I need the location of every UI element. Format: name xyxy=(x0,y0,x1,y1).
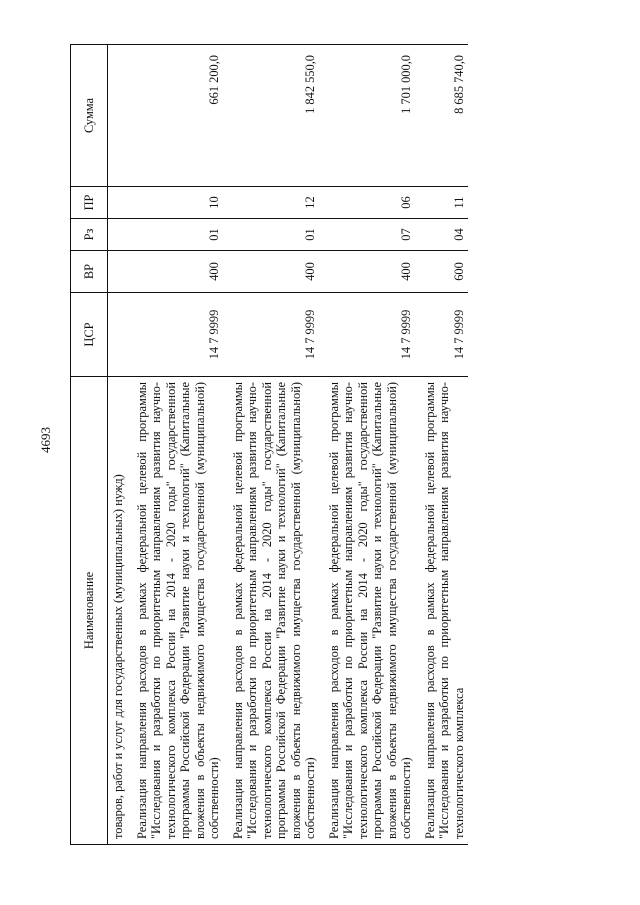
row-name: Реализация направления расходов в рамках федеральной целевой программы "Исследования и разработки по приоритетным направлениям развития научно-технологического комплекса России на 2014 - 2020 годы" государственной программы Российской Федерации "Развитие науки и технологий" (Капитальные вложения в объекты недвижимого имущества государственной (муниципальной) собственности) xyxy=(321,377,417,845)
table-header-row xyxy=(71,45,108,845)
row-vr: 400 xyxy=(321,251,417,293)
row-vr xyxy=(108,251,129,293)
row-rz: 01 xyxy=(225,219,321,251)
row-rz xyxy=(108,219,129,251)
row-vr: 400 xyxy=(225,251,321,293)
row-name: товаров, работ и услуг для государственных (муниципальных) нужд) xyxy=(108,377,129,845)
header-rz: Рз xyxy=(71,219,108,251)
header-name: Наименование xyxy=(71,377,108,845)
row-csr: 14 7 9999 xyxy=(129,293,225,377)
budget-table-container xyxy=(70,45,600,845)
table-row xyxy=(108,45,129,845)
page-number: 4693 xyxy=(38,427,53,453)
table-row xyxy=(417,45,469,845)
header-sum: Сумма xyxy=(71,45,108,187)
row-pr: 10 xyxy=(129,187,225,219)
row-vr: 600 xyxy=(417,251,469,293)
row-sum: 1 701 000,0 xyxy=(321,45,417,187)
row-csr: 14 7 9999 xyxy=(321,293,417,377)
header-vr: ВР xyxy=(71,251,108,293)
row-csr: 14 7 9999 xyxy=(225,293,321,377)
header-pr: ПР xyxy=(71,187,108,219)
row-sum xyxy=(108,45,129,187)
row-csr xyxy=(108,293,129,377)
row-pr: 06 xyxy=(321,187,417,219)
row-name: Реализация направления расходов в рамках федеральной целевой программы "Исследования и разработки по приоритетным направлениям развития научно-технологического комплекса xyxy=(417,377,469,845)
row-vr: 400 xyxy=(129,251,225,293)
row-name: Реализация направления расходов в рамках федеральной целевой программы "Исследования и разработки по приоритетным направлениям развития научно-технологического комплекса России на 2014 - 2020 годы" государственной программы Российской Федерации "Развитие науки и технологий" (Капитальные вложения в объекты недвижимого имущества государственной (муниципальной) собственности) xyxy=(225,377,321,845)
budget-table xyxy=(70,44,468,845)
row-csr: 14 7 9999 xyxy=(417,293,469,377)
row-rz: 01 xyxy=(129,219,225,251)
header-csr: ЦСР xyxy=(71,293,108,377)
row-pr: 11 xyxy=(417,187,469,219)
row-rz: 04 xyxy=(417,219,469,251)
row-pr xyxy=(108,187,129,219)
table-row xyxy=(321,45,417,845)
row-name: Реализация направления расходов в рамках федеральной целевой программы "Исследования и разработки по приоритетным направлениям развития научно-технологического комплекса России на 2014 - 2020 годы" государственной программы Российской Федерации "Развитие науки и технологий" (Капитальные вложения в объекты недвижимого имущества государственной (муниципальной) собственности) xyxy=(129,377,225,845)
table-row xyxy=(129,45,225,845)
row-sum: 8 685 740,0 xyxy=(417,45,469,187)
row-pr: 12 xyxy=(225,187,321,219)
row-sum: 661 200,0 xyxy=(129,45,225,187)
row-sum: 1 842 550,0 xyxy=(225,45,321,187)
table-row xyxy=(225,45,321,845)
row-rz: 07 xyxy=(321,219,417,251)
